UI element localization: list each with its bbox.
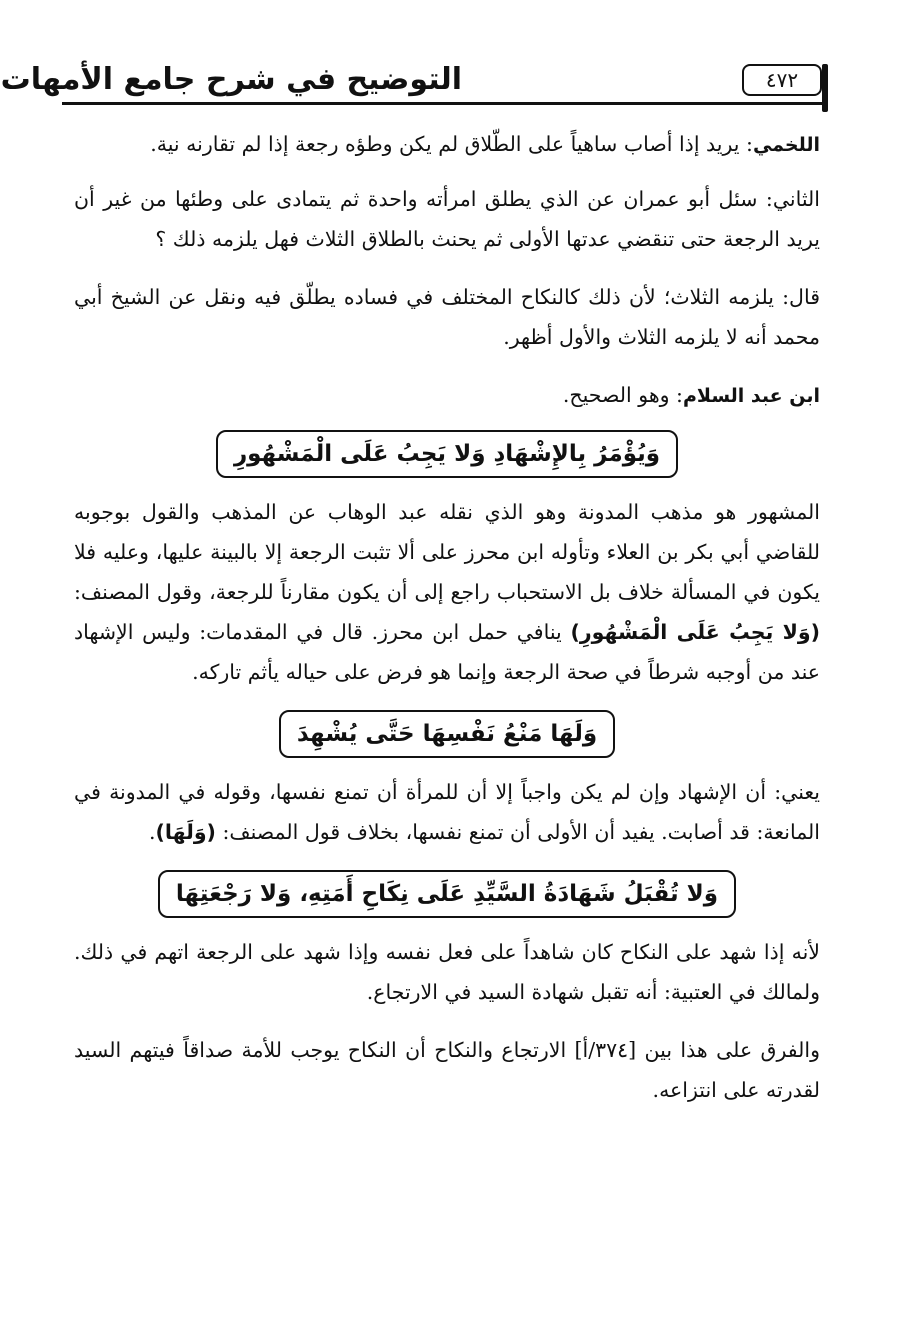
paragraph-text: قال: يلزمه الثلاث؛ لأن ذلك كالنكاح المختلف في فساده يطلّق فيه ونقل عن الشيخ أبي محمد أنه لا يلزمه الثلاث والأول أظهر. [74, 285, 820, 349]
matn-box-1: وَيُؤْمَرُ بِالإِشْهَادِ وَلا يَجِبُ عَلَى الْمَشْهُورِ [216, 430, 678, 478]
inline-quote: (وَلا يَجِبُ عَلَى الْمَشْهُورِ) [570, 620, 820, 644]
paragraph-text: الثاني: سئل أبو عمران عن الذي يطلق امرأته واحدة ثم يتمادى على وطئها من غير أن يريد الرجعة حتى تنقضي عدتها الأولى ثم يحنث بالطلاق الثلاث فهل يلزمه ذلك ؟ [74, 187, 820, 251]
matn-box-wrap [74, 710, 820, 758]
paragraph-text: يعني: أن الإشهاد وإن لم يكن واجباً إلا أن للمرأة أن تمنع نفسها، وقوله في المدونة في المانعة: قد أصابت. يفيد أن الأولى أن تمنع نفسها، بخلاف قول المصنف: [74, 780, 820, 844]
page-header [0, 52, 822, 112]
paragraph-text: والفرق على هذا بين [٣٧٤/أ] الارتجاع والنكاح أن النكاح يوجب للأمة صداقاً فيتهم السيد لقدرته على انتزاعه. [74, 1038, 820, 1102]
paragraph-mashhur [74, 492, 820, 692]
paragraph-qala [74, 277, 820, 357]
paragraph-text: المشهور هو مذهب المدونة وهو الذي نقله عبد الوهاب عن المذهب والقول بوجوبه للقاضي أبي بكر بن العلاء وتأوله ابن محرز على ألا تثبت الرجعة إلا بالبينة عليها، وعليه فلا يكون في المسألة خلاف بل الاستحباب راجع إلى أن يكون مقارناً للرجعة، وقول المصنف: [74, 500, 820, 604]
header-rule [62, 102, 822, 105]
inline-quote: (وَلَهَا) [155, 820, 216, 844]
paragraph-text: : يريد إذا أصاب ساهياً على الطّلاق لم يكن وطؤه رجعة إذا لم تقارنه نية. [150, 132, 753, 156]
matn-box-wrap [74, 430, 820, 478]
speaker-label: اللخمي [752, 134, 820, 156]
matn-box-2: وَلَهَا مَنْعُ نَفْسِهَا حَتَّى يُشْهِدَ [279, 710, 615, 758]
paragraph-text: : وهو الصحيح. [562, 383, 683, 407]
paragraph-text: لأنه إذا شهد على النكاح كان شاهداً على فعل نفسه وإذا شهد على الرجعة اتهم في ذلك. ولمالك في العتبية: أنه تقبل شهادة السيد في الارتجاع. [74, 940, 820, 1004]
speaker-label: ابن عبد السلام [682, 385, 820, 407]
paragraph-yani [74, 772, 820, 852]
matn-box-wrap [74, 870, 820, 918]
paragraph-lakhmi [74, 124, 820, 165]
book-title: التوضيح في شرح جامع الأمهات [0, 62, 462, 97]
paragraph-ibn-abd-salam [74, 375, 820, 416]
paragraph-farq [74, 1030, 820, 1110]
matn-box-3: وَلا تُقْبَلُ شَهَادَةُ السَّيِّدِ عَلَى نِكَاحِ أَمَتِهِ، وَلا رَجْعَتِهَا [158, 870, 736, 918]
page-number-box [742, 64, 822, 96]
page-body [74, 124, 820, 1128]
page-number: ٤٧٢ [765, 68, 799, 92]
paragraph-text: ينافي حمل ابن محرز. قال في المقدمات: وليس الإشهاد عند من أوجبه شرطاً في صحة الرجعة وإنما هو فرض على حياله يأثم تاركه. [74, 620, 820, 684]
paragraph-text: . [148, 820, 156, 844]
paragraph-lianna [74, 932, 820, 1012]
paragraph-second [74, 179, 820, 259]
